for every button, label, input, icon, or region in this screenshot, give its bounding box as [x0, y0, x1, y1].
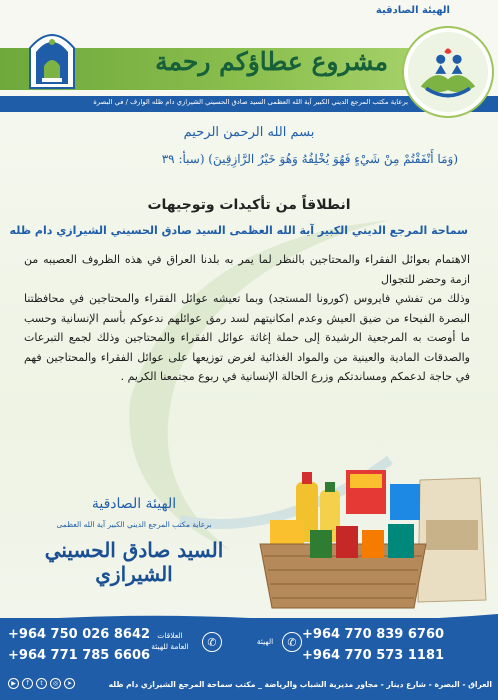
phone-icon: ✆	[282, 632, 302, 652]
project-title: مشروع عطاؤكم رحمة	[155, 47, 388, 76]
org-contact-label: الهيئة	[256, 637, 274, 646]
instagram-icon[interactable]: ◎	[50, 678, 61, 689]
appeal-text	[24, 250, 470, 387]
quran-verse: (وَمَا أَنْفَقْتُمْ مِنْ شَيْءٍ فَهُوَ يُخْلِفُهُ وَهُوَ خَيْرُ الرَّازِقِينَ) (سبأ: ٣٩	[161, 152, 458, 166]
calligraphy-marja-name: السيد صادق الحسيني الشيرازي	[44, 538, 224, 586]
phone-number-relations-2[interactable]: +964 771 785 6606	[8, 648, 151, 663]
telegram-icon[interactable]: ➤	[64, 678, 75, 689]
section-heading: انطلاقاً من تأكيدات وتوجيهات	[147, 197, 351, 213]
phone-icon: ✆	[202, 632, 222, 652]
appeal-paragraph: وذلك من تفشي فايروس (كورونا المستجد) وبما تعيشه عوائل الفقراء والمحتاجين في محافظتنا البصرة الفيحاء من ضيق العيش وعدم امكانيتهم لسد رمق عوائلهم ندعوكم بأسم الإنسانية وحسب ما أوصت به المرجعية الرشيدة إلى حملة إغاثة عوائل الفقراء والمحتاجين وذلك لجمع التبرعات والصدقات المادية والعينية من والمواد الغذائية لغرض توزيعها على عوائل الفقراء والمحتاجين فهم في حاجة لدعمكم ومساندتكم وزرع الحالة الإنسانية في ربوع مجتمعنا الكريم .	[24, 292, 470, 383]
calligraphy-signature	[14, 492, 254, 598]
social-icons	[8, 678, 75, 689]
facebook-icon[interactable]: f	[22, 678, 33, 689]
hands-heart-logo-icon	[408, 32, 488, 112]
youtube-icon[interactable]: ▶	[8, 678, 19, 689]
basmala: بسم الله الرحمن الرحيم	[183, 125, 315, 140]
phone-number-relations-1[interactable]: +964 750 026 8642	[8, 627, 151, 642]
food-basket-image	[250, 460, 490, 610]
phone-number-org-2[interactable]: +964 770 573 1181	[302, 648, 445, 663]
calligraphy-org-name: الهيئة الصادقية	[91, 496, 177, 512]
appeal-paragraph: الاهتمام بعوائل الفقراء والمحتاجين بالنظر لما يمر به بلدنا العراق في هذه الظروف العصيبه من ازمة وحضر للتجوال	[24, 253, 470, 286]
office-address: العراق - البصرة - شارع دينار - مجاور مديرية الشباب والرياضة _ مكتب سماحة المرجع الشيرازي دام ظله	[108, 680, 492, 689]
patronage-text: برعاية مكتب المرجع الديني الكبير آية الله العظمى السيد صادق الحسيني الشيرازي دام ظله الوارف / في البصرة	[93, 98, 408, 106]
calligraphy-patronage: برعاية مكتب المرجع الديني الكبير آية الله العظمى	[56, 520, 212, 529]
twitter-icon[interactable]: t	[36, 678, 47, 689]
org-name: الهيئة الصادقية	[375, 5, 450, 16]
section-subheading: سماحة المرجع الديني الكبير آية الله العظمى السيد صادق الحسيني الشيرازي دام ظله	[9, 224, 468, 237]
organization-logo	[404, 28, 492, 116]
mosque-emblem-icon	[22, 18, 82, 90]
relations-label: العلاقات العامة للهيئة	[151, 631, 189, 651]
phone-number-org-1[interactable]: +964 770 839 6760	[302, 627, 445, 642]
mosque-emblem	[22, 18, 82, 90]
header	[0, 0, 498, 96]
